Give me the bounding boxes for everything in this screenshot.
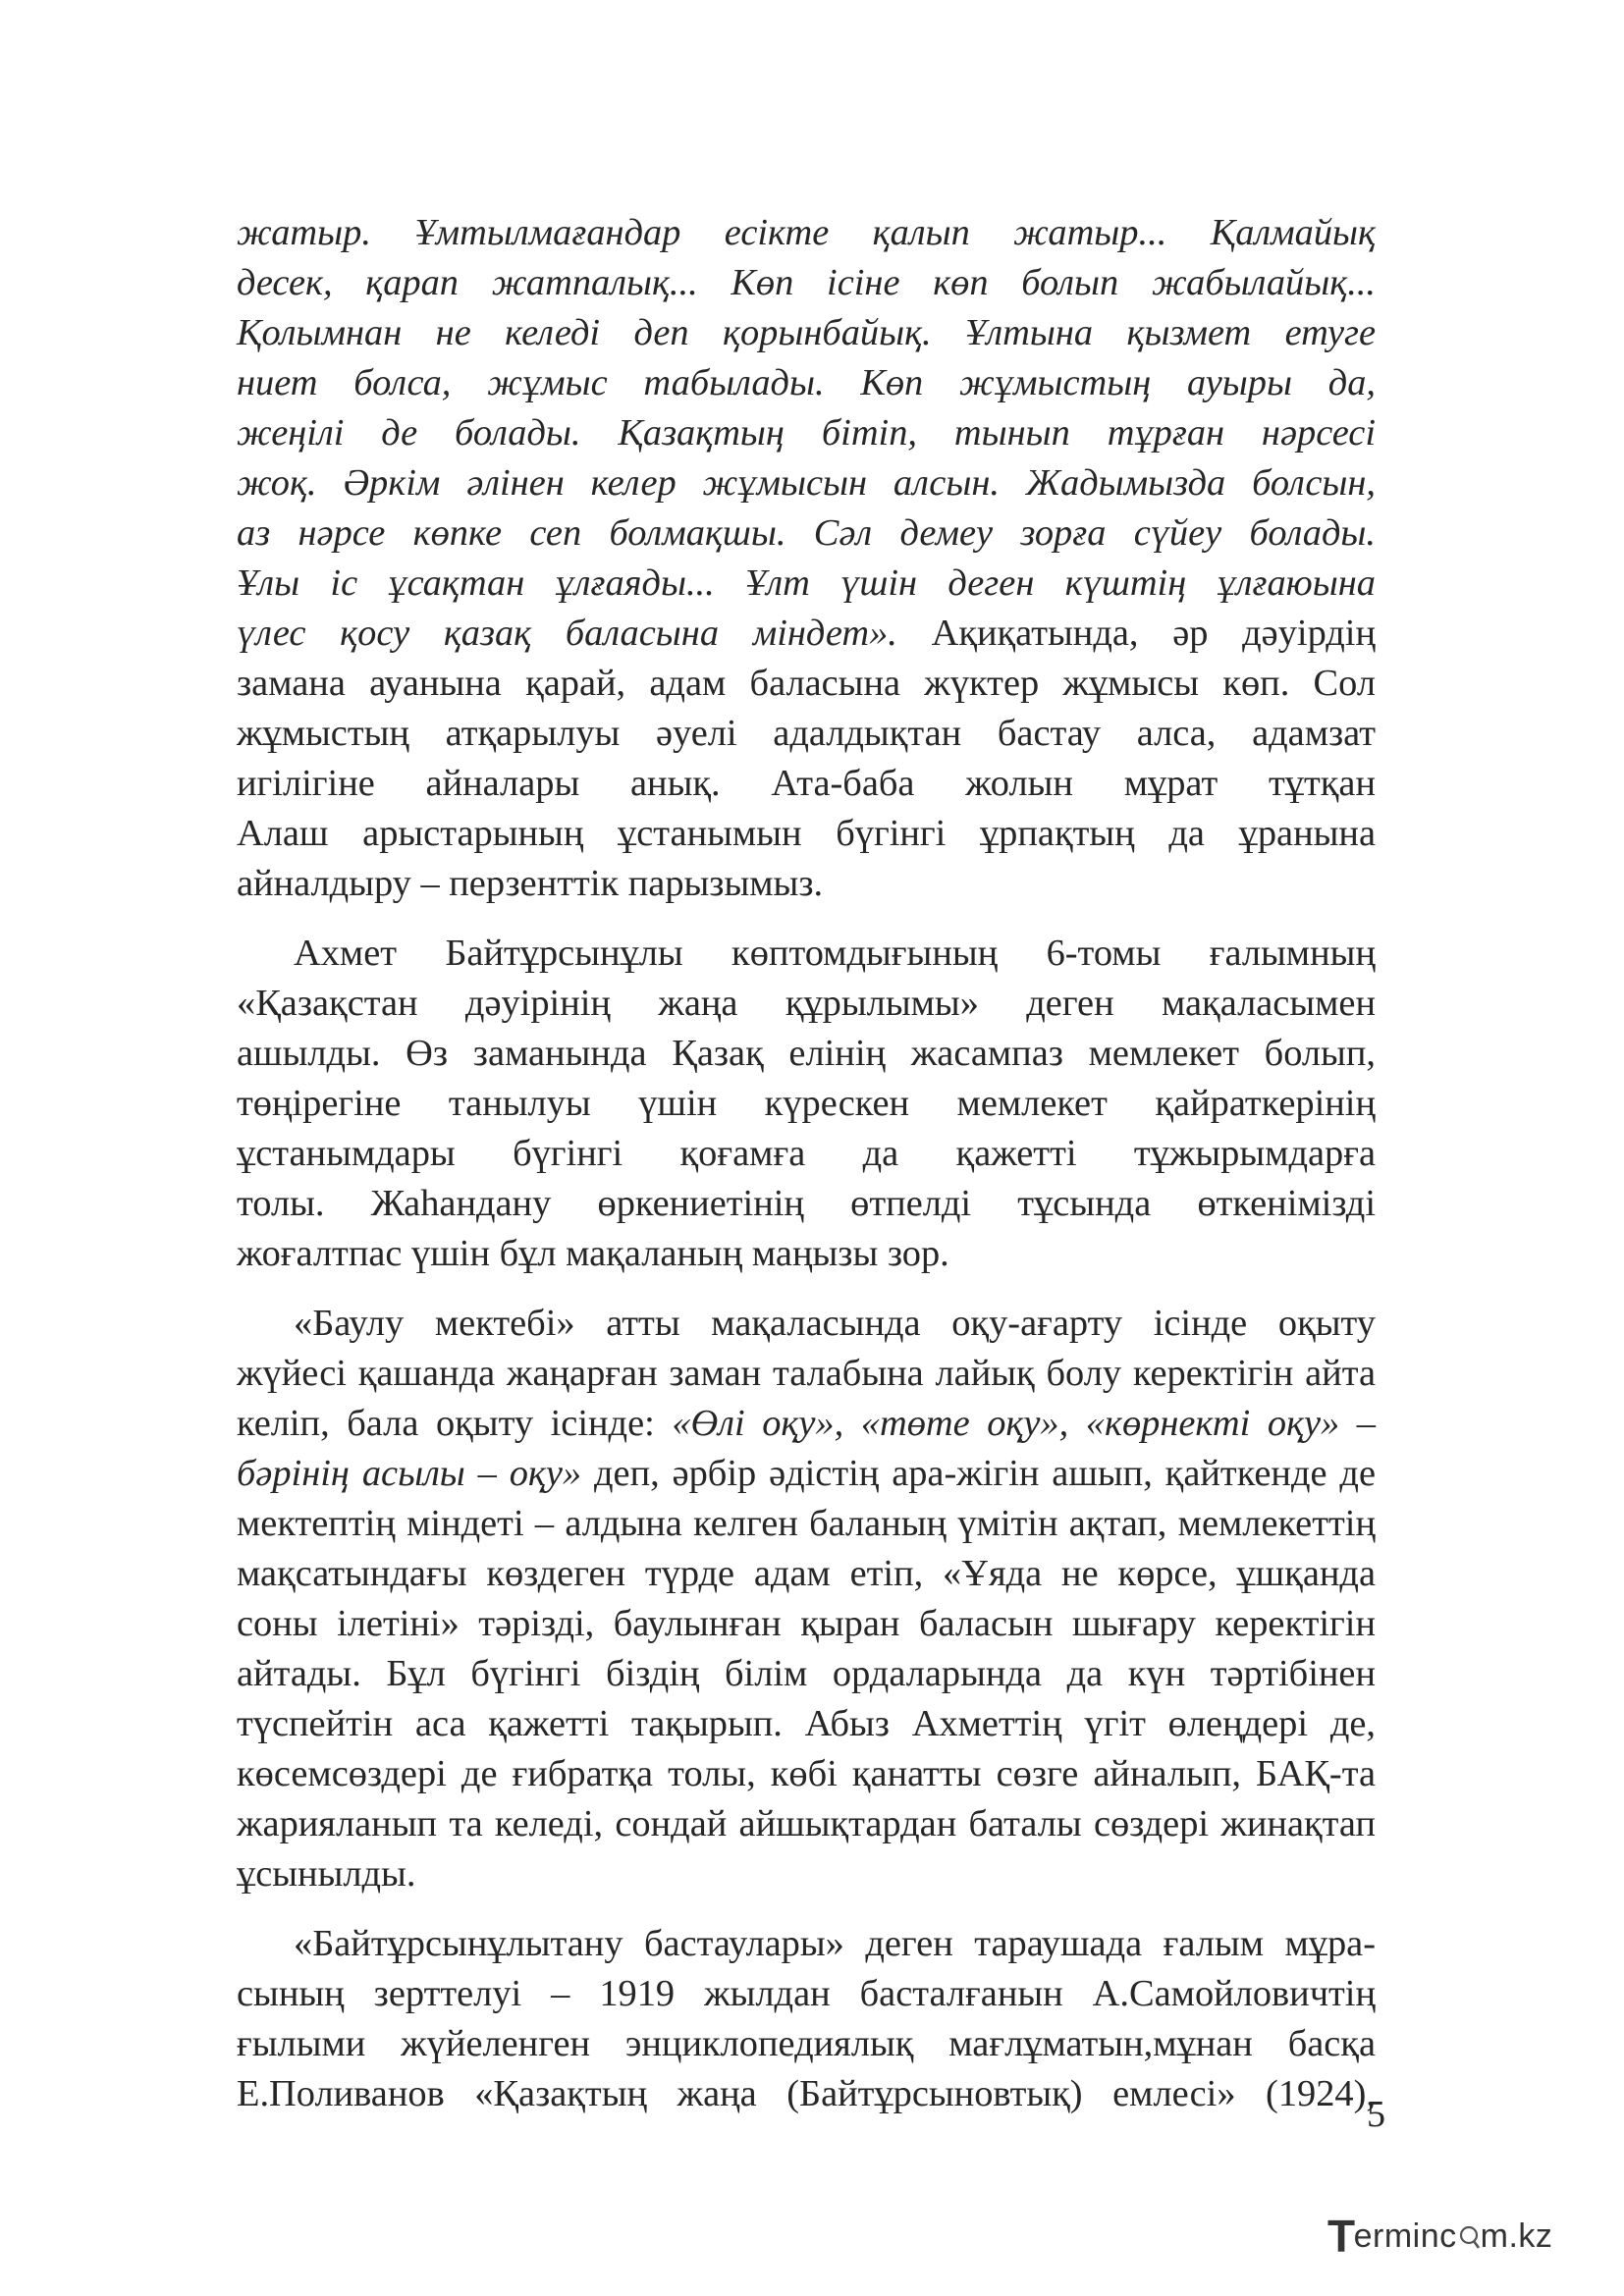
italic-segment: аз нәрсе көпке сеп болмақшы. Сәл демеу зорға сүйеу болады. — [237, 512, 1376, 554]
body-text — [237, 208, 1376, 2119]
text-line — [237, 2019, 1376, 2069]
text-segment: Е.Поливанов «Қазақтың жаңа (Байтұрсыновтық) емлесі» (1924), — [237, 2073, 1376, 2114]
text-line — [237, 308, 1376, 358]
text-segment: «Қазақстан дәуірінің жаңа құрылымы» деген мақаласымен — [237, 983, 1376, 1024]
text-segment: айналдыру – перзенттік парызымыз. — [237, 863, 824, 904]
watermark-middle: erminc — [1353, 2216, 1457, 2255]
text-line — [237, 759, 1376, 809]
text-line — [237, 929, 1376, 979]
text-line — [237, 2069, 1376, 2119]
text-segment: деп, әрбір әдістің ара-жігін ашып, қайткенде де — [581, 1453, 1376, 1494]
italic-segment: ниет болса, жұмыс табылады. Көп жұмыстың ауыры да, — [237, 362, 1376, 403]
text-line — [237, 1799, 1376, 1849]
text-segment: Ақиқатында, әр дәуірдің — [931, 613, 1377, 654]
text-segment: мақсатындағы көздеген түрде адам етіп, «Ұяда не көрсе, ұшқанда — [237, 1553, 1376, 1594]
text-line — [237, 1849, 1376, 1899]
text-line — [237, 709, 1376, 759]
text-line — [237, 1499, 1376, 1549]
italic-segment: үлес қосу қазақ баласына міндет». — [237, 613, 932, 654]
italic-segment: десек, қарап жатпалық... Көп ісіне көп болып жабылайық... — [237, 262, 1376, 303]
text-line — [237, 1079, 1376, 1129]
page-number: 5 — [1367, 2094, 1385, 2135]
text-line — [237, 1299, 1376, 1349]
text-line — [237, 1229, 1376, 1279]
text-line — [237, 1129, 1376, 1179]
text-line — [237, 1599, 1376, 1649]
magnifier-icon — [1458, 2221, 1480, 2251]
text-line — [237, 1969, 1376, 2019]
italic-segment: жеңілі де болады. Қазақтың бітіп, тынып тұрған нәрсесі — [237, 412, 1376, 454]
text-segment: жоғалтпас үшін бұл мақаланың маңызы зор. — [237, 1233, 949, 1274]
paragraph-gap — [237, 1899, 1376, 1919]
italic-segment: жатыр. Ұмтылмағандар есікте қалып жатыр... Қалмайық — [237, 212, 1376, 253]
paragraph-gap — [237, 909, 1376, 929]
text-line — [237, 358, 1376, 408]
text-segment: ашылды. Өз заманында Қазақ елінің жасампаз мемлекет болып, — [237, 1033, 1376, 1074]
text-line — [237, 1349, 1376, 1399]
italic-segment: Қолымнан не келеді деп қорынбайық. Ұлтына қызмет етуге — [237, 312, 1376, 353]
text-segment: жүйесі қашанда жаңарған заман талабына лайық болу керектігін айта — [237, 1353, 1376, 1394]
watermark-end: m.kz — [1480, 2216, 1553, 2255]
text-line — [237, 859, 1376, 909]
italic-segment: Ұлы іс ұсақтан ұлғаяды... Ұлт үшін деген күштің ұлғаюына — [237, 562, 1376, 604]
text-segment: ұстанымдары бүгінгі қоғамға да қажетті тұжырымдарға — [237, 1133, 1376, 1174]
text-line — [237, 559, 1376, 609]
paragraph-gap — [237, 1279, 1376, 1299]
text-segment: толы. Жаһандану өркениетінің өтпелді тұсында өткенімізді — [237, 1183, 1376, 1224]
text-line — [237, 508, 1376, 559]
text-line — [237, 1919, 1376, 1969]
text-segment: «Байтұрсынұлытану бастаулары» деген тараушада ғалым мұра- — [294, 1923, 1376, 1964]
text-segment: «Баулу мектебі» атты мақаласында оқу-ағарту ісінде оқыту — [294, 1303, 1376, 1344]
text-segment: келіп, бала оқыту ісінде: — [237, 1403, 673, 1444]
text-line — [237, 1449, 1376, 1499]
text-line — [237, 609, 1376, 659]
text-segment: игілігіне айналары анық. Ата-баба жолын мұрат тұтқан — [237, 763, 1376, 804]
text-line — [237, 1749, 1376, 1799]
text-segment: Ахмет Байтұрсынұлы көптомдығының 6-томы ғалымның — [294, 933, 1376, 974]
text-line — [237, 458, 1376, 508]
text-segment: төңірегіне танылуы үшін күрескен мемлекет қайраткерінің — [237, 1083, 1376, 1124]
italic-segment: бәрінің асылы – оқу» — [237, 1453, 582, 1494]
text-line — [237, 208, 1376, 258]
text-segment: түспейтін аса қажетті тақырып. Абыз Ахметтің үгіт өлеңдері де, — [237, 1703, 1376, 1744]
text-line — [237, 1699, 1376, 1749]
text-segment: Алаш арыстарының ұстанымын бүгінгі ұрпақтың да ұранына — [237, 813, 1376, 854]
text-segment: көсемсөздері де ғибратқа толы, көбі қанатты сөзге айналып, БАҚ-та — [237, 1753, 1376, 1794]
text-segment: айтады. Бұл бүгінгі біздің білім ордаларында да күн тәртібінен — [237, 1653, 1376, 1694]
text-segment: сының зерттелуі – 1919 жылдан басталғанын А.Самойловичтің — [237, 1973, 1376, 2014]
text-line — [237, 1549, 1376, 1599]
text-line — [237, 408, 1376, 458]
italic-segment: жоқ. Әркім әлінен келер жұмысын алсын. Жадымызда болсын, — [237, 462, 1376, 504]
text-line — [237, 1029, 1376, 1079]
text-segment: ұсынылды. — [237, 1853, 416, 1895]
text-line — [237, 809, 1376, 859]
italic-segment: «Өлі оқу», «төте оқу», «көрнекті оқу» – — [672, 1403, 1376, 1444]
text-line — [237, 1179, 1376, 1229]
text-line — [237, 258, 1376, 308]
text-line — [237, 1649, 1376, 1699]
text-segment: соны ілетіні» тәрізді, баулынған қыран баласын шығару керектігін — [237, 1603, 1376, 1644]
text-line — [237, 1399, 1376, 1449]
text-line — [237, 979, 1376, 1029]
termincom-watermark — [1327, 2212, 1552, 2261]
text-segment: жарияланып та келеді, сондай айшықтардан баталы сөздері жинақтап — [237, 1803, 1376, 1844]
text-segment: замана ауанына қарай, адам баласына жүктер жұмысы көп. Сол — [237, 663, 1376, 704]
text-segment: ғылыми жүйеленген энциклопедиялық мағлұматын,мұнан басқа — [237, 2023, 1376, 2064]
watermark-t: T — [1327, 2211, 1356, 2262]
text-segment: мектептің міндеті – алдына келген баланың үмітін ақтап, мемлекеттің — [237, 1503, 1376, 1544]
text-segment: жұмыстың атқарылуы әуелі адалдықтан бастау алса, адамзат — [237, 713, 1376, 754]
text-line — [237, 659, 1376, 709]
